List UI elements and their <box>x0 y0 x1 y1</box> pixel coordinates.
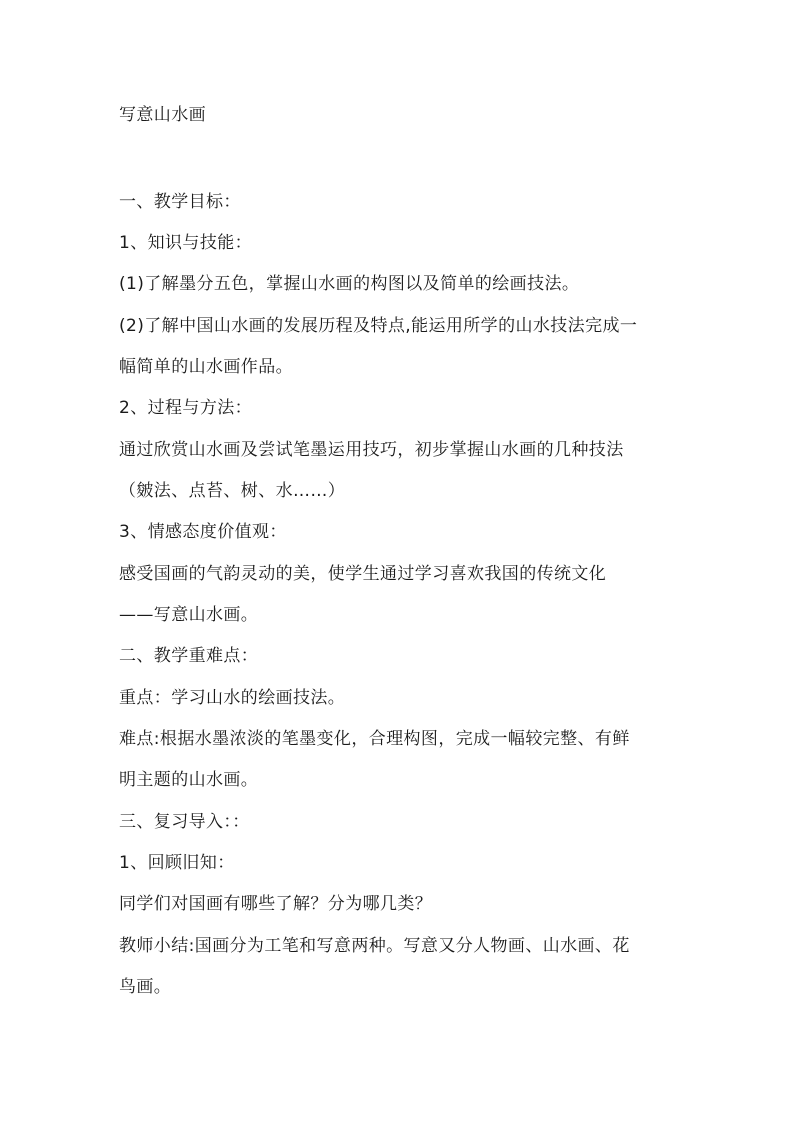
paragraph-line: 教师小结:国画分为工笔和写意两种。写意又分人物画、山水画、花 <box>119 936 630 956</box>
paragraph-line: 通过欣赏山水画及尝试笔墨运用技巧，初步掌握山水画的几种技法 <box>119 440 624 460</box>
paragraph-line: 同学们对国画有哪些了解？分为哪几类？ <box>119 894 433 914</box>
paragraph-line: （皴法、点苔、树、水……） <box>119 481 346 501</box>
paragraph-line: 幅简单的山水画作品。 <box>119 357 293 377</box>
paragraph-line: 明主题的山水画。 <box>119 770 259 790</box>
paragraph-line: 难点:根据水墨浓淡的笔墨变化，合理构图，完成一幅较完整、有鲜 <box>119 729 630 749</box>
subheading-process-methods: 2、过程与方法： <box>119 398 253 418</box>
section-heading-review: 三、复习导入：： <box>119 812 250 832</box>
section-heading-objectives: 一、教学目标： <box>119 192 241 212</box>
paragraph-line: 鸟画。 <box>119 977 172 997</box>
paragraph-line: 重点：学习山水的绘画技法。 <box>119 688 346 708</box>
paragraph-line: (1)了解墨分五色，掌握山水画的构图以及简单的绘画技法。 <box>119 274 580 294</box>
subheading-knowledge-skills: 1、知识与技能： <box>119 233 253 253</box>
paragraph-line: (2)了解中国山水画的发展历程及特点,能运用所学的山水技法完成一 <box>119 316 638 336</box>
paragraph-line: ——写意山水画。 <box>119 605 259 625</box>
paragraph-line: 感受国画的气韵灵动的美，使学生通过学习喜欢我国的传统文化 <box>119 564 607 584</box>
subheading-emotion-values: 3、情感态度价值观： <box>119 522 287 542</box>
section-heading-key-points: 二、教学重难点： <box>119 646 259 666</box>
subheading-recall: 1、回顾旧知： <box>119 853 235 873</box>
document-title: 写意山水画 <box>119 105 206 125</box>
